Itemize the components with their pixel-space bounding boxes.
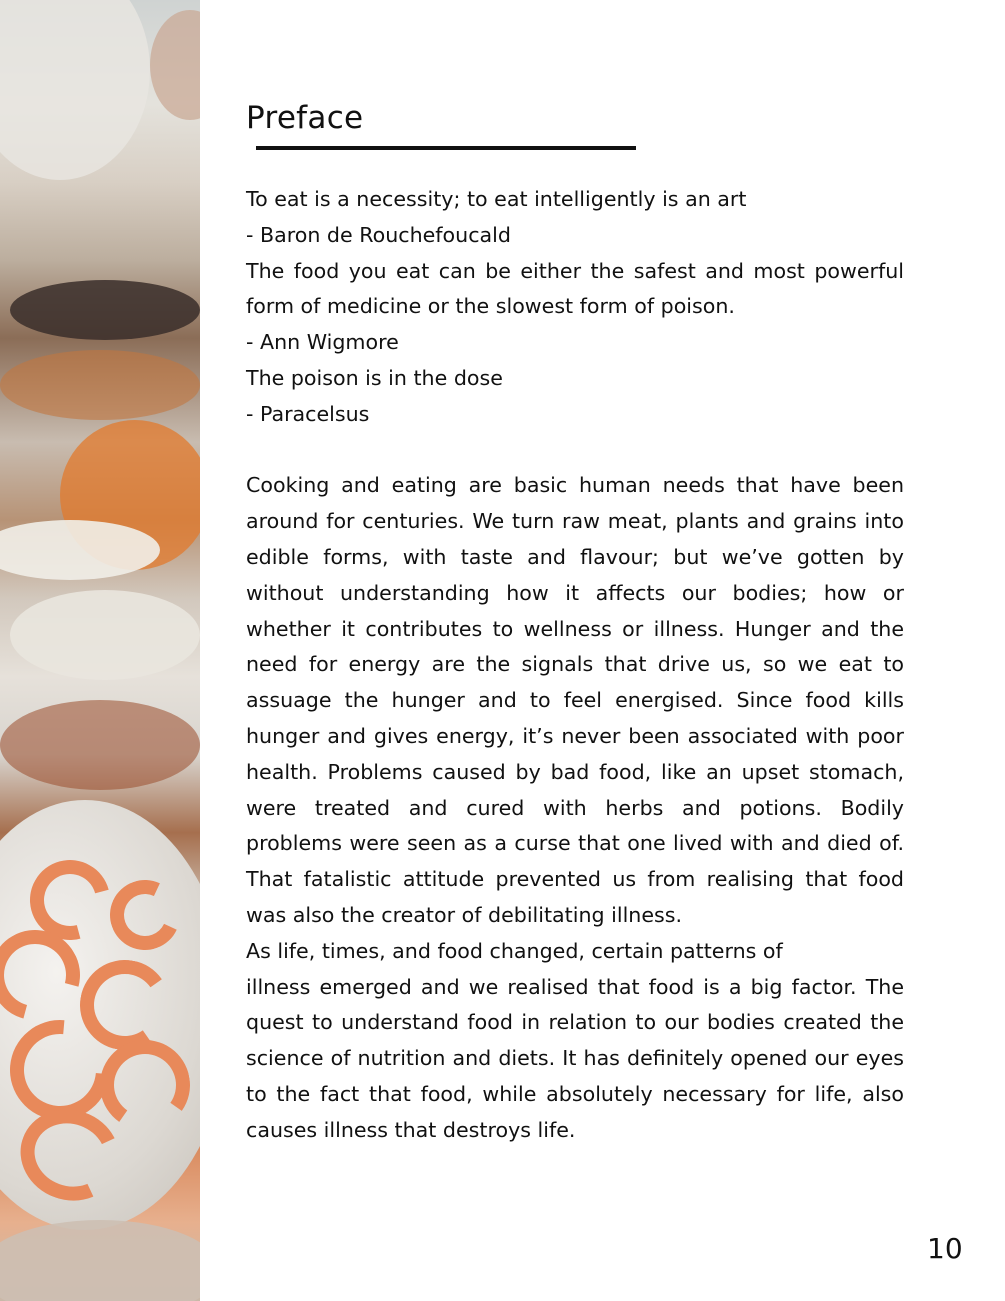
paragraph-1: Cooking and eating are basic human needs that have been around for centuries. We turn raw meat, plants and grains into edible forms, with taste and flavour; but we’ve gotten by without understanding how it affects our bodies; how or whether it contributes to wellness or illness. Hunger and the need for energy are the signals that drive us, so we eat to assuage the hunger and to feel energised. Since food kills hunger and gives energy, it’s never been associated with poor health. Problems caused by bad food, like an upset stomach, were treated and cured with herbs and potions. Bodily problems were seen as a curse that one lived with and died of. That fatalistic attitude prevented us from realising that food was also the creator of debilitating illness. (246, 473, 904, 927)
quote-2-text: The food you eat can be either the safest and most powerful form of medicine or the slowest form of poison. (246, 258, 904, 319)
quote-1-text: To eat is a necessity; to eat intelligently is an art (246, 187, 747, 211)
seafood-photo (0, 0, 200, 1301)
quote-2-author: - Ann Wigmore (246, 330, 399, 355)
title-underline (256, 146, 636, 150)
page-number: 10 (927, 1232, 963, 1265)
spacer (246, 433, 904, 469)
quote-1-author: - Baron de Rouchefoucald (246, 222, 511, 247)
paragraph-2: As life, times, and food changed, certain patterns of (246, 938, 783, 963)
page-title: Preface (246, 100, 364, 136)
quote-3-author: - Paracelsus (246, 401, 370, 426)
preface-body (246, 182, 904, 1149)
quote-3-text: The poison is in the dose (246, 365, 503, 390)
paragraph-3: illness emerged and we realised that food is a big factor. The quest to understand food in relation to our bodies created the science of nutrition and diets. It has definitely opened our eyes to the fact that food, while absolutely necessary for life, also causes illness that destroys life. (246, 974, 904, 1142)
